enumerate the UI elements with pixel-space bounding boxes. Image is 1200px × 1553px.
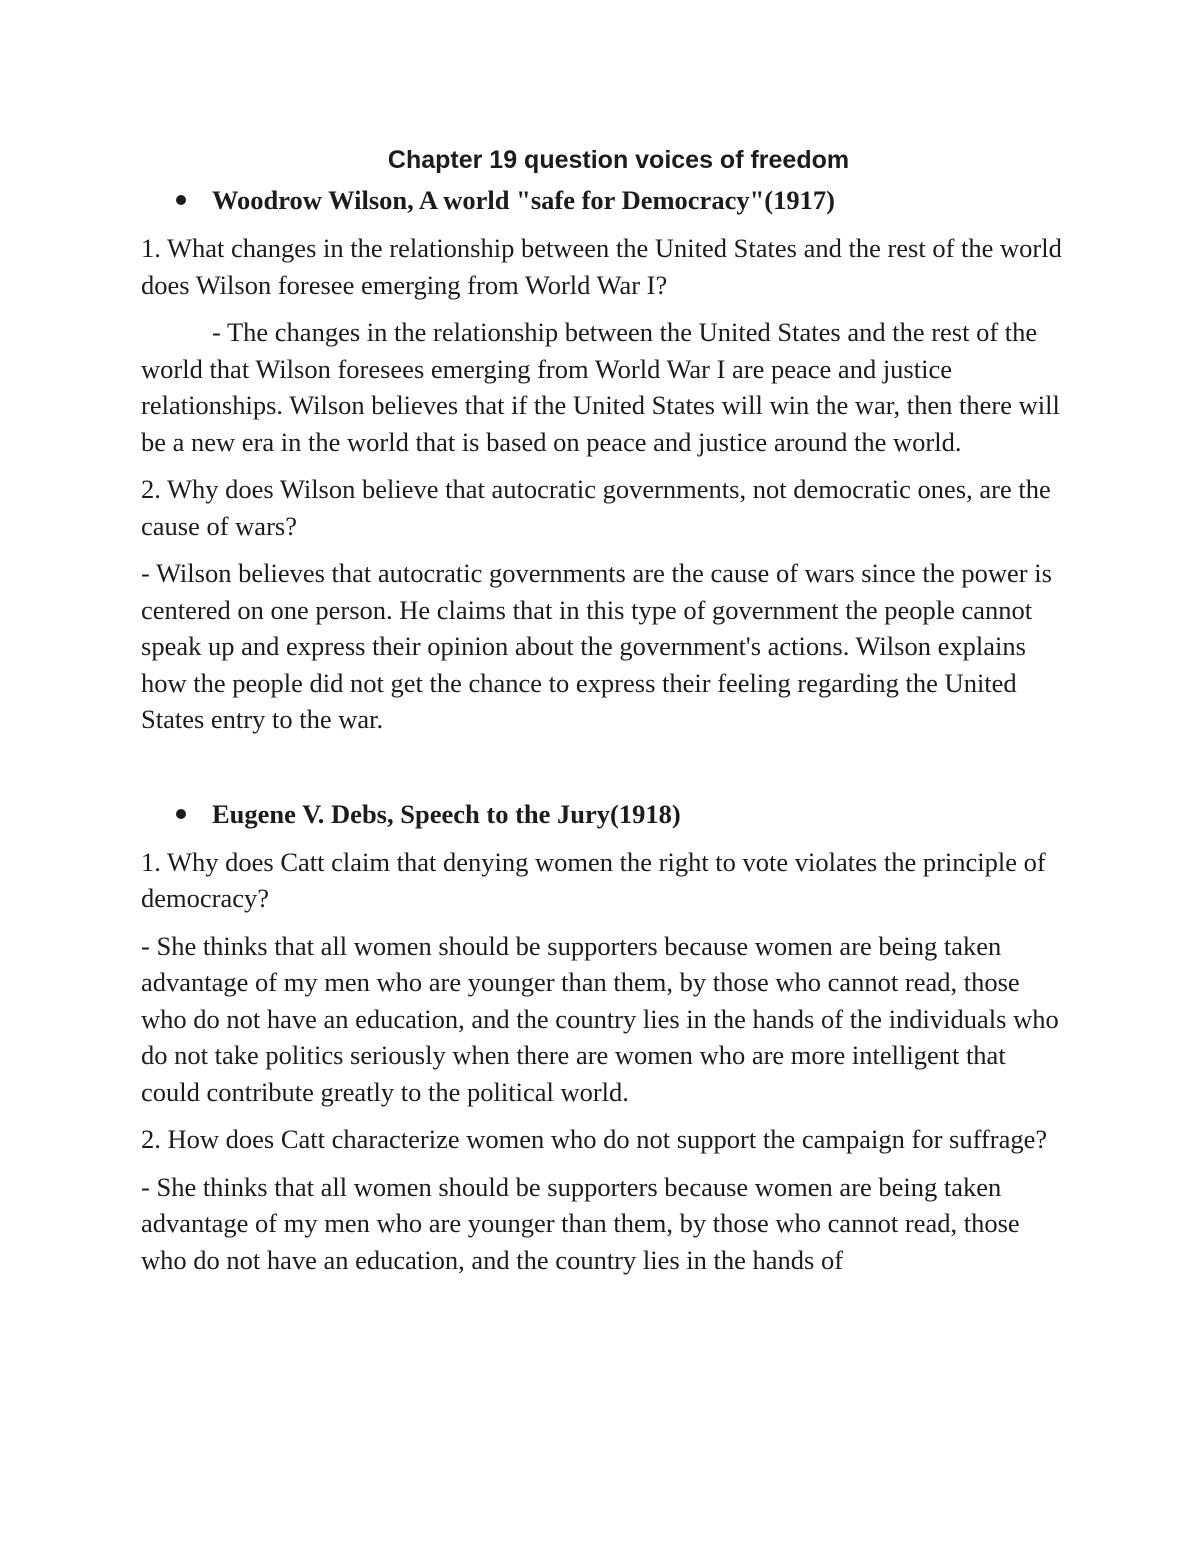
question-text: 1. Why does Catt claim that denying women the right to vote violates the principle of democracy? [141,846,1046,913]
document-title: Chapter 19 question voices of freedom [387,146,850,174]
bullet-icon [176,809,186,819]
document-page [141,138,1066,1278]
question-text: 2. How does Catt characterize women who do not support the campaign for suffrage? [141,1124,1048,1154]
question-text: 2. Why does Wilson believe that autocratic governments, not democratic ones, are the cause of wars? [141,474,1051,541]
section-heading [141,796,1066,833]
section-wilson [141,182,1066,738]
answer-text: - Wilson believes that autocratic governments are the cause of wars since the power is centered on one person. He claims that in this type of government the people cannot speak up and express their opinion about the government's actions. Wilson explains how the people did not get the chance to express their feeling regarding the United States entry to the war. [141,558,1052,734]
section-heading-text: Woodrow Wilson, A world "safe for Democracy"(1917) [212,185,835,215]
section-heading [141,182,1066,219]
answer-text: - The changes in the relationship between the United States and the rest of the world that Wilson foresees emerging from World War I are peace and justice relationships. Wilson believes that if the United States will win the war, then there will be a new era in the world that is based on peace and justice around the world. [141,317,1060,457]
answer-text: - She thinks that all women should be supporters because women are being taken advantage of my men who are younger than them, by those who cannot read, those who do not have an education, and the country lies in the hands of the individuals who do not take politics seriously when there are women who are more intelligent that could contribute greatly to the political world. [141,930,1059,1107]
bullet-icon [176,195,186,205]
section-heading-text: Eugene V. Debs, Speech to the Jury(1918) [212,798,681,829]
answer-text: - She thinks that all women should be supporters because women are being taken advantage of my men who are younger than them, by those who cannot read, those who do not have an education, and the country lies in the hands of [141,1171,1020,1275]
question-text: 1. What changes in the relationship between the United States and the rest of the world does Wilson foresee emerging from World War I? [141,233,1062,300]
section-debs [141,796,1066,1279]
